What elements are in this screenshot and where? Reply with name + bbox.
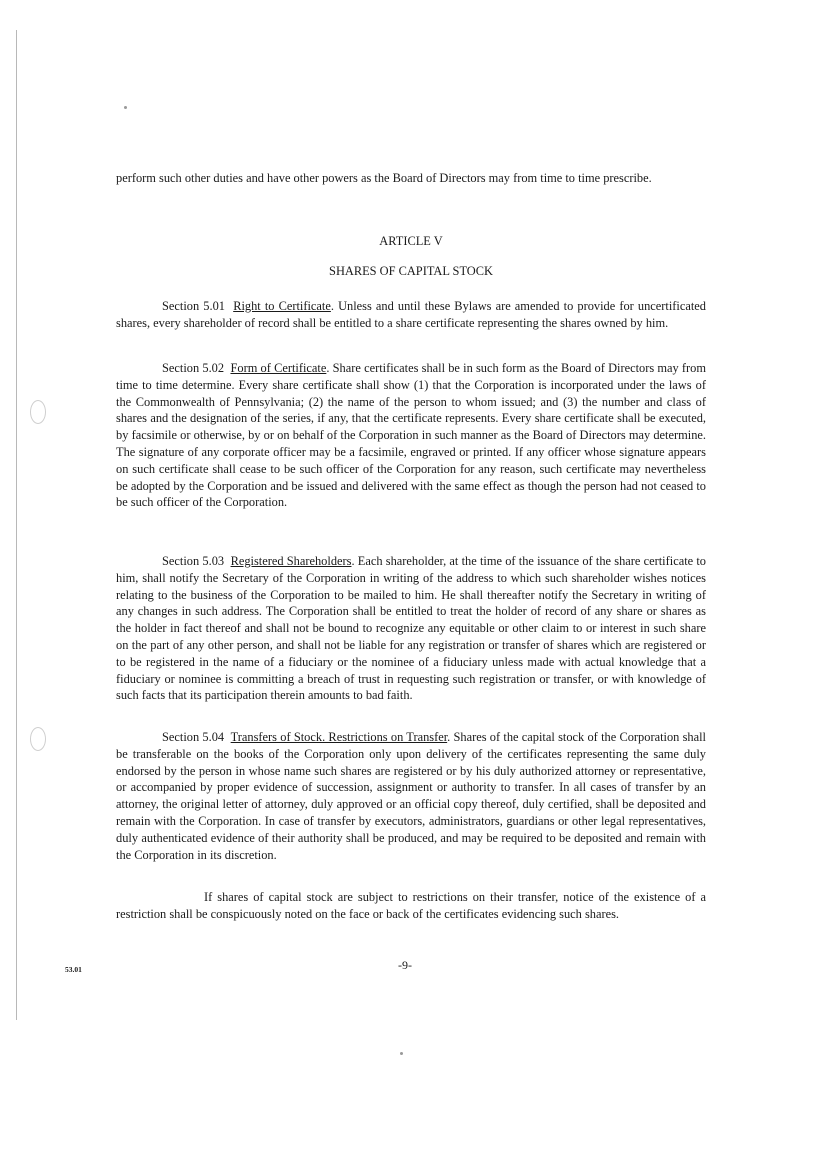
page-number: -9- — [398, 958, 412, 972]
scan-edge-line — [16, 30, 17, 1020]
section-heading: Right to Certificate — [233, 299, 331, 313]
restriction-paragraph: If shares of capital stock are subject to restrictions on their transfer, notice of the existence of a restriction shall be conspicuously noted on the face or back of the certificates evidencing such shares. — [116, 890, 706, 921]
punch-hole — [30, 400, 46, 424]
section-heading: Form of Certificate — [230, 361, 327, 375]
section-5-03 — [116, 553, 706, 704]
section-body: . Shares of the capital stock of the Corporation shall be transferable on the books of the Corporation only upon delivery of the certificates representing the same duly endorsed by the person in whose name such shares are registered or by his duly authorized attorney or representative, or accompanied by proper evidence of succession, assignment or authority to transfer. In all cases of transfer by an attorney, the original letter of attorney, duly approved or an official copy thereof, duly certified, shall be deposited and remain with the Corporation. In case of transfer by executors, administrators, guardians or other legal representatives, duly authenticated evidence of their authority shall be produced, and may be required to be deposited and remain with the Corporation in its discretion. — [116, 730, 707, 862]
scan-speck — [124, 106, 127, 109]
section-body: . Unless and until these Bylaws are amended to provide for uncertificated shares, every shareholder of record shall be entitled to a share certificate representing the shares owned by him. — [116, 299, 707, 330]
section-number: Section 5.02 — [162, 361, 225, 375]
section-5-04 — [116, 729, 706, 863]
intro-paragraph: perform such other duties and have other powers as the Board of Directors may from time to time prescribe. — [116, 171, 652, 185]
punch-hole — [30, 727, 46, 751]
section-5-02 — [116, 360, 706, 511]
section-body: . Each shareholder, at the time of the issuance of the share certificate to him, shall notify the Secretary of the Corporation in writing of the address to which such shareholder wishes notices relating to the business of the Corporation to be mailed to him. He shall thereafter notify the Secretary in writing of any changes in such address. The Corporation shall be entitled to treat the holder of record of any share or shares as the holder in fact thereof and shall not be bound to recognize any equitable or other claim to or interest in such share on the part of any other person, and shall not be liable for any registration or transfer of shares which are registered or to be registered in the name of a fiduciary or the nominee of a fiduciary unless made with actual knowledge that a fiduciary or nominee is committing a breach of trust in requesting such registration or transfer, or with knowledge of such facts that its participation therein amounts to bad faith. — [116, 554, 707, 703]
section-heading: Registered Shareholders — [230, 554, 352, 568]
article-title: ARTICLE V — [379, 234, 443, 248]
section-body: . Share certificates shall be in such form as the Board of Directors may from time to time determine. Every share certificate shall show (1) that the Corporation is incorporated under the laws of the Commonwealth of Pennsylvania; (2) the name of the person to whom issued; and (3) the number and class of shares and the designation of the series, if any, that the certificate represents. Every share certificate shall be executed, by facsimile or otherwise, by or on behalf of the Corporation in such manner as the Board of Directors may determine. The signature of any corporate officer may be a facsimile, engraved or printed. If any officer whose signature appears on such certificate shall cease to be such officer of the Corporation for any reason, such certificate may nevertheless be adopted by the Corporation and be issued and delivered with the same effect as though the person had not ceased to be such officer of the Corporation. — [116, 361, 706, 510]
section-number: Section 5.01 — [162, 299, 225, 313]
scan-speck — [400, 1052, 403, 1055]
section-heading: Transfers of Stock. Restrictions on Transfer — [230, 730, 448, 744]
section-number: Section 5.03 — [162, 554, 225, 568]
section-5-01 — [116, 298, 706, 332]
section-number: Section 5.04 — [162, 730, 225, 744]
article-subtitle: SHARES OF CAPITAL STOCK — [329, 264, 493, 278]
document-code: 53.01 — [65, 965, 82, 974]
